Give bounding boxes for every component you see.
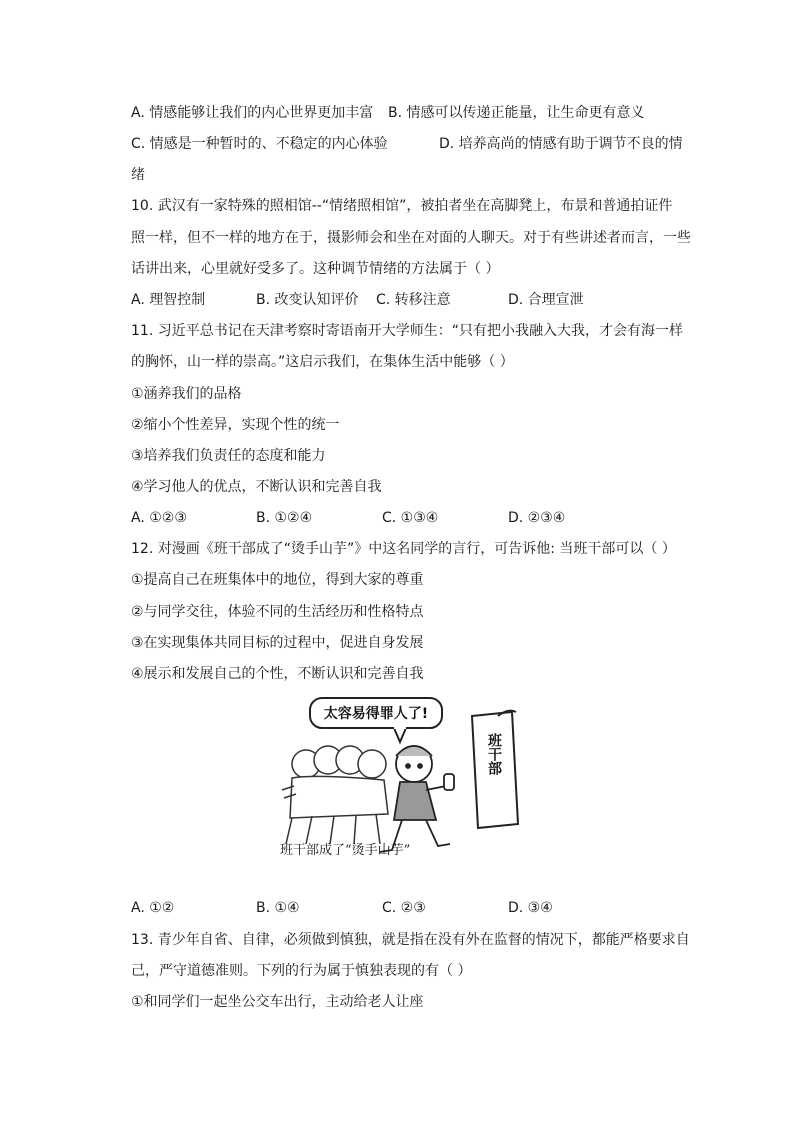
speech-bubble-text: 太容易得罪人了! [323, 706, 429, 722]
q12-option-a: A. ①② [131, 900, 175, 916]
q11-option-b: B. ①②④ [256, 510, 313, 526]
main-student-eye-right [418, 764, 422, 768]
crowd-bodies [290, 776, 388, 818]
q11-option-a: A. ①②③ [131, 510, 187, 526]
q12-item-1: ①提高自己在班集体中的地位，得到大家的尊重 [131, 572, 424, 588]
speech-bubble-tail [394, 728, 406, 742]
main-student-body [394, 782, 436, 820]
q9-option-a: A. 情感能够让我们的内心世界更加丰富 [131, 105, 374, 121]
q11-item-3: ③培养我们负责任的态度和能力 [131, 448, 326, 464]
q10-stem-line-1: 10. 武汉有一家特殊的照相馆--“情绪照相馆”，被拍者坐在高脚凳上，布景和普通拍证件 [131, 198, 673, 214]
q11-item-1: ①涵养我们的品格 [131, 386, 242, 402]
q10-stem-line-2: 照一样，但不一样的地方在于，摄影师会和坐在对面的人聊天。对于有些讲述者而言，一些 [131, 230, 691, 246]
q12-item-4: ④展示和发展自己的个性，不断认识和完善自我 [131, 666, 424, 682]
main-student-arm [426, 786, 446, 790]
crowd-legs [286, 814, 380, 844]
sign-text: 班干部 [486, 733, 502, 775]
q9-option-d-continued: 绪 [131, 167, 145, 183]
q12-stem-line-1: 12. 对漫画《班干部成了“烫手山芋”》中这名同学的言行，可告诉他: 当班干部可以（ ） [131, 541, 676, 557]
q10-option-b: B. 改变认知评价 [256, 292, 359, 308]
crowd-of-students [282, 746, 388, 844]
main-student [380, 746, 454, 852]
q13-stem-line-1: 13. 青少年自省、自律，必须做到慎独，就是指在没有外在监督的情况下，都能严格要求自 [131, 932, 690, 948]
q11-stem-line-1: 11. 习近平总书记在天津考察时寄语南开大学师生：“只有把小我融入大我，才会有海一样 [131, 323, 683, 339]
speech-bubble-tail-joint [394, 725, 406, 729]
main-student-hair [396, 746, 432, 756]
main-student-hand-stop [444, 774, 454, 790]
q13-stem-line-2: 己，严守道德准则。下列的行为属于慎独表现的有（ ） [131, 963, 472, 979]
q10-option-c: C. 转移注意 [376, 292, 451, 308]
q13-item-1: ①和同学们一起坐公交车出行，主动给老人让座 [131, 994, 424, 1010]
main-student-eye-left [406, 764, 410, 768]
q11-stem-line-2: 的胸怀，山一样的崇高。”这启示我们，在集体生活中能够（ ） [131, 354, 514, 370]
q10-option-d: D. 合理宣泄 [508, 292, 584, 308]
q9-option-b: B. 情感可以传递正能量，让生命更有意义 [388, 105, 645, 121]
cartoon-caption: 班干部成了“烫手山芋” [280, 843, 411, 858]
student-head-4 [358, 750, 386, 778]
q9-option-c: C. 情感是一种暂时的、不稳定的内心体验 [131, 136, 388, 152]
q9-option-d: D. 培养高尚的情感有助于调节不良的情 [439, 136, 683, 152]
q12-option-d: D. ③④ [508, 900, 553, 916]
q11-item-2: ②缩小个性差异，实现个性的统一 [131, 417, 340, 433]
q12-item-2: ②与同学交往，体验不同的生活经历和性格特点 [131, 604, 424, 620]
cartoon-illustration [276, 694, 526, 864]
q11-item-4: ④学习他人的优点，不断认识和完善自我 [131, 479, 382, 495]
q11-option-c: C. ①③④ [382, 510, 439, 526]
q12-option-c: C. ②③ [382, 900, 426, 916]
q12-item-3: ③在实现集体共同目标的过程中，促进自身发展 [131, 635, 424, 651]
q11-option-d: D. ②③④ [508, 510, 566, 526]
q10-option-a: A. 理智控制 [131, 292, 206, 308]
q12-option-b: B. ①④ [256, 900, 300, 916]
q10-stem-line-3: 话讲出来，心里就好受多了。这种调节情绪的方法属于（ ） [131, 261, 500, 277]
